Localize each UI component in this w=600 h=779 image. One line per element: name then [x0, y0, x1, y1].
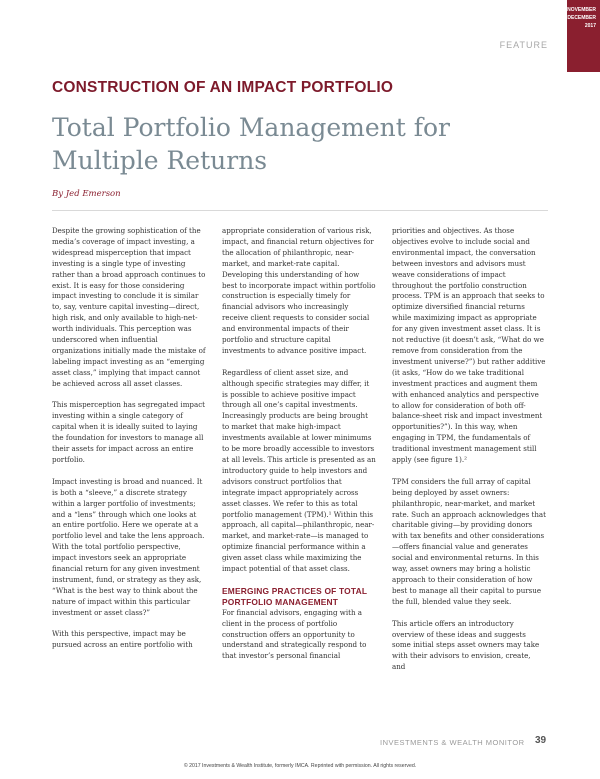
issue-month-1: NOVEMBER — [567, 7, 596, 13]
article-title: Total Portfolio Management for Multiple Returns — [52, 113, 450, 175]
page-number: 39 — [535, 735, 547, 746]
paragraph: Impact investing is broad and nuanced. It is both a “sleeve,” a discrete strategy within a larger portfolio of investments; and a “lens” through which one looks at an entire portfolio. Here we operate at a portfolio level and take the lens approach. With the total portfolio perspective, impact investors seek an appropriate financial return for any given investment instrument, fund, or strategy as they ask, “What is the best way to think about the nature of impact within this particular investment or asset class?” — [52, 476, 205, 617]
running-footer-title: INVESTMENTS & WEALTH MONITOR — [380, 738, 525, 747]
section-label: FEATURE — [499, 40, 548, 50]
text-column-2 — [222, 226, 376, 673]
paragraph: priorities and objectives. As those objectives evolve to include social and environmental impact, the conversation between investors and advisors must weave considerations of impact throughout the portfolio construction process. TPM is an approach that seeks to optimize diversified financial returns while maximizing impact as appropriate for any given investment asset class. It is not reductive (it doesn’t ask, “What do we remove from consideration from the investment universe?”) but rather additive (it asks, “How do we take traditional investment practices and augment them with enhanced analytics and perspective to allow for consideration of both off-balance-sheet risk and impact investment opportunities?”). In this way, when engaging in TPM, the fundamentals of traditional investment management still apply (see figure 1).² — [392, 226, 546, 465]
issue-date-tab — [567, 0, 600, 72]
section-subhead: EMERGING PRACTICES OF TOTAL PORTFOLIO MANAGEMENT — [222, 585, 367, 607]
text-column-1 — [52, 226, 206, 662]
paragraph: For financial advisors, engaging with a client in the process of portfolio construction offers an opportunity to understand and strategically respond to that investor’s personal financial — [222, 607, 367, 661]
article-kicker: CONSTRUCTION OF AN IMPACT PORTFOLIO — [52, 79, 394, 96]
paragraph: appropriate consideration of various risk, impact, and financial return objectives for the allocation of philanthropic, near-market, and market-rate capital. Developing this understanding of how best to incorporate impact within portfolio construction is especially timely for financial advisors who increasingly receive client requests to consider social and environmental impacts of their portfolio and structure capital investments to advance positive impact. — [222, 226, 376, 355]
copyright-notice: © 2017 Investments & Wealth Institute, formerly IMCA. Reprinted with permission. All rights reserved. — [183, 763, 417, 769]
issue-month-2: DECEMBER — [567, 15, 596, 21]
paragraph: With this perspective, impact may be pursued across an entire portfolio with — [52, 629, 193, 650]
paragraph: This article offers an introductory overview of these ideas and suggests some initial steps asset owners may take with their advisors to envision, create, and — [392, 618, 540, 672]
paragraph: TPM considers the full array of capital being deployed by asset owners: philanthropic, near-market, and market rate. Such an approach acknowledges that charitable giving—by providing donors with tax benefits and other considerations—offers financial value and generates social and environmental returns. In this way, asset owners may bring a holistic approach to their consideration of how best to manage all their capital to pursue the full, blended value they seek. — [392, 476, 547, 606]
paragraph: Regardless of client asset size, and although specific strategies may differ, it is possible to achieve positive impact through all one’s capital investments. Increasingly products are being brought to market that make high-impact investments available at lower minimums to be more broadly accessible to investors at all levels. This article is presented as an introductory guide to help investors and advisors construct portfolios that integrate impact appropriately across asset classes. We refer to this as total portfolio management (TPM).¹ Within this approach, all capital—philanthropic, near-market, and market-rate—is managed to optimize financial performance within a given asset class while maximizing the impact potential of that asset class. — [222, 367, 376, 574]
text-column-3 — [392, 226, 546, 684]
issue-year: 2017 — [584, 23, 596, 29]
byline: By Jed Emerson — [52, 189, 121, 199]
header-divider — [52, 210, 548, 211]
paragraph: This misperception has segregated impact investing within a single category of capital when it is ideally suited to laying the foundation for investors to manage all their assets for impact across an entire portfolio. — [52, 400, 206, 465]
paragraph: Despite the growing sophistication of the media’s coverage of impact investing, a widespread misperception that impact investing is a single type of investing rather than a broad approach continues to exist. It is easy for those considering impact investing to conclude it is similar to, say, venture capital investing—direct, high risk, and only available to high-net-worth individuals. This perception was underscored when influential organizations initially made the mistake of labeling impact investing as an “emerging asset class,” implying that impact cannot be achieved across all asset classes. — [52, 226, 206, 388]
